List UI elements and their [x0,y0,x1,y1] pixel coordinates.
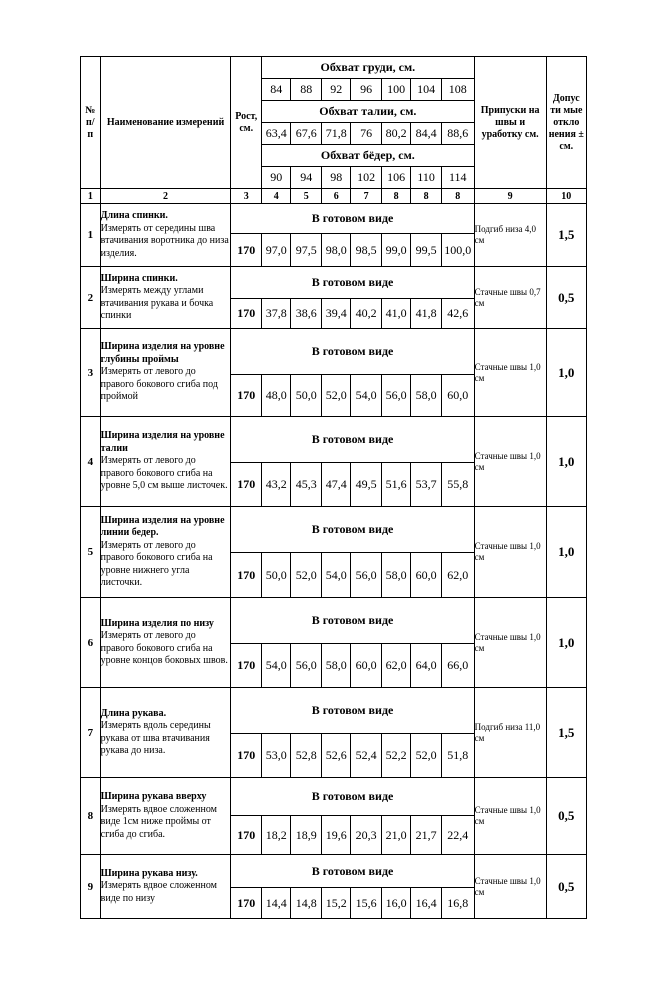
row-number: 9 [81,855,101,919]
waist-value: 88,6 [441,123,474,145]
measurement-title: Ширина спинки. [100,272,178,284]
tolerance-value: 0,5 [546,855,586,919]
measurement-value: 50,0 [262,553,291,598]
table-row [81,507,587,553]
measurement-value: 51,8 [441,734,474,778]
height-value: 170 [231,299,262,329]
waist-value: 80,2 [381,123,410,145]
measurement-description: Измерять между углами втачивания рукава и бочка спинки [100,285,214,321]
measurement-description: Измерять от левого до правого бокового сгиба на уровне концов боковых швов. [100,630,228,666]
measurement-value: 60,0 [441,375,474,417]
measurement-value: 16,4 [411,888,442,919]
tolerance-value: 1,5 [546,204,586,267]
chest-value: 100 [381,79,410,101]
measurement-value: 40,2 [351,299,382,329]
measurement-value: 98,0 [321,234,350,267]
measurement-value: 97,0 [262,234,291,267]
measurement-description: Измерять от середины шва втачивания воротника до низа изделия. [100,222,229,259]
measurement-value: 51,6 [381,463,410,507]
measurement-value: 97,5 [291,234,322,267]
column-number: 2 [100,189,231,204]
height-value: 170 [231,234,262,267]
column-number: 1 [81,189,101,204]
row-number: 8 [81,778,101,855]
allowance-note: Подгиб низа 11,0 см [474,688,546,778]
column-number: 3 [231,189,262,204]
chest-value: 96 [351,79,382,101]
measurement-value: 41,8 [411,299,442,329]
measurement-value: 52,6 [321,734,350,778]
table-row [81,855,587,888]
column-number: 8 [441,189,474,204]
measurement-value: 54,0 [321,553,350,598]
table-row [81,267,587,299]
measurement-value: 58,0 [381,553,410,598]
ready-label: В готовом виде [231,598,474,644]
measurement-title: Ширина изделия на уровне линии бедер. [100,514,225,538]
measurement-table [80,56,587,919]
measurement-value: 21,7 [411,816,442,855]
height-value: 170 [231,816,262,855]
measurement-title: Ширина рукава низу. [100,867,198,879]
header-hips: Обхват бёдер, см. [262,145,475,167]
measurement-value: 58,0 [321,644,350,688]
chest-value: 108 [441,79,474,101]
measurement-value: 16,0 [381,888,410,919]
measurement-value: 18,9 [291,816,322,855]
chest-value: 92 [321,79,350,101]
measurement-description: Измерять вдоль середины рукава от шва втачивания рукава до низа. [100,720,211,756]
column-number: 7 [351,189,382,204]
header-name: Наименование измерений [100,57,231,189]
allowance-note: Стачные швы 1,0 см [474,778,546,855]
measurement-value: 50,0 [291,375,322,417]
measurement-value: 39,4 [321,299,350,329]
hips-value: 110 [411,167,442,189]
measurement-value: 42,6 [441,299,474,329]
measurement-value: 66,0 [441,644,474,688]
measurement-value: 22,4 [441,816,474,855]
header-tolerance: Допус ти мые откло нения ± см. [546,57,586,189]
measurement-value: 53,7 [411,463,442,507]
measurement-value: 53,0 [262,734,291,778]
tolerance-value: 1,5 [546,688,586,778]
measurement-value: 41,0 [381,299,410,329]
height-value: 170 [231,375,262,417]
measurement-title: Ширина изделия по низу [100,617,214,629]
table-row [81,329,587,375]
measurement-value: 54,0 [351,375,382,417]
measurement-name [100,329,231,417]
tolerance-value: 1,0 [546,329,586,417]
measurement-title: Длина рукава. [100,707,167,719]
height-value: 170 [231,553,262,598]
measurement-value: 98,5 [351,234,382,267]
column-number: 10 [546,189,586,204]
measurement-value: 14,4 [262,888,291,919]
measurement-name [100,855,231,919]
measurement-value: 56,0 [291,644,322,688]
allowance-note: Стачные швы 1,0 см [474,598,546,688]
ready-label: В готовом виде [231,417,474,463]
hips-value: 106 [381,167,410,189]
measurement-value: 16,8 [441,888,474,919]
measurement-value: 52,2 [381,734,410,778]
column-number: 5 [291,189,322,204]
measurement-value: 55,8 [441,463,474,507]
measurement-title: Ширина изделия на уровне талии [100,430,225,454]
row-number: 2 [81,267,101,329]
row-number: 1 [81,204,101,267]
measurement-value: 62,0 [381,644,410,688]
hips-value: 94 [291,167,322,189]
waist-value: 71,8 [321,123,350,145]
measurement-value: 49,5 [351,463,382,507]
allowance-note: Стачные швы 1,0 см [474,329,546,417]
ready-label: В готовом виде [231,855,474,888]
row-number: 6 [81,598,101,688]
measurement-value: 38,6 [291,299,322,329]
measurement-value: 14,8 [291,888,322,919]
measurement-title: Длина спинки. [100,210,168,221]
header-allowance: Припуски на швы и уработку см. [474,57,546,189]
measurement-title: Ширина изделия на уровне глубины проймы [100,341,225,365]
measurement-value: 47,4 [321,463,350,507]
row-number: 3 [81,329,101,417]
waist-value: 84,4 [411,123,442,145]
row-number: 7 [81,688,101,778]
measurement-description: Измерять вдвое сложенном виде 1см ниже проймы от сгиба до сгиба. [100,803,217,840]
ready-label: В готовом виде [231,507,474,553]
chest-value: 88 [291,79,322,101]
measurement-name [100,267,231,329]
measurement-value: 60,0 [411,553,442,598]
measurement-name [100,778,231,855]
column-number: 4 [262,189,291,204]
column-number: 9 [474,189,546,204]
chest-value: 84 [262,79,291,101]
measurement-value: 52,0 [291,553,322,598]
header-chest: Обхват груди, см. [262,57,475,79]
measurement-value: 43,2 [262,463,291,507]
measurement-name [100,598,231,688]
height-value: 170 [231,463,262,507]
measurement-name [100,417,231,507]
measurement-value: 54,0 [262,644,291,688]
hips-value: 114 [441,167,474,189]
column-number: 8 [411,189,442,204]
table-row [81,688,587,734]
height-value: 170 [231,888,262,919]
measurement-value: 62,0 [441,553,474,598]
measurement-value: 18,2 [262,816,291,855]
tolerance-value: 1,0 [546,417,586,507]
measurement-name [100,507,231,598]
measurement-name [100,688,231,778]
hips-value: 98 [321,167,350,189]
measurement-description: Измерять от левого до правого бокового сгиба под проймой [100,366,218,403]
allowance-note: Подгиб низа 4,0 см [474,204,546,267]
header-num: № п/ п [81,57,101,189]
measurement-description: Измерять от левого до правого бокового сгиба на уровне нижнего угла листочки. [100,539,213,588]
measurement-value: 99,0 [381,234,410,267]
measurement-value: 15,2 [321,888,350,919]
measurement-title: Ширина рукава вверху [100,791,207,802]
tolerance-value: 0,5 [546,778,586,855]
measurement-value: 100,0 [441,234,474,267]
allowance-note: Стачные швы 1,0 см [474,417,546,507]
ready-label: В готовом виде [231,688,474,734]
allowance-note: Стачные швы 1,0 см [474,855,546,919]
hips-value: 90 [262,167,291,189]
measurement-value: 56,0 [351,553,382,598]
measurement-value: 52,8 [291,734,322,778]
measurement-name [100,204,231,267]
table-row [81,598,587,644]
tolerance-value: 1,0 [546,507,586,598]
measurement-value: 99,5 [411,234,442,267]
hips-value: 102 [351,167,382,189]
measurement-value: 15,6 [351,888,382,919]
ready-label: В готовом виде [231,267,474,299]
measurement-value: 52,0 [411,734,442,778]
ready-label: В готовом виде [231,778,474,816]
waist-value: 76 [351,123,382,145]
waist-value: 63,4 [262,123,291,145]
measurement-description: Измерять от левого до правого бокового сгиба на уровне 5,0 см выше листочек. [100,455,228,492]
allowance-note: Стачные швы 0,7 см [474,267,546,329]
header-height: Рост, см. [231,57,262,189]
column-number: 8 [381,189,410,204]
measurement-value: 56,0 [381,375,410,417]
measurement-value: 48,0 [262,375,291,417]
measurement-value: 37,8 [262,299,291,329]
measurement-value: 52,4 [351,734,382,778]
chest-value: 104 [411,79,442,101]
table-row [81,778,587,816]
table-row [81,204,587,234]
measurement-description: Измерять вдвое сложенном виде по низу [100,880,217,904]
row-number: 5 [81,507,101,598]
waist-value: 67,6 [291,123,322,145]
height-value: 170 [231,734,262,778]
measurement-value: 21,0 [381,816,410,855]
measurement-value: 20,3 [351,816,382,855]
measurement-value: 58,0 [411,375,442,417]
measurement-value: 64,0 [411,644,442,688]
header-waist: Обхват талии, см. [262,101,475,123]
measurement-value: 60,0 [351,644,382,688]
ready-label: В готовом виде [231,329,474,375]
table-row [81,417,587,463]
measurement-value: 45,3 [291,463,322,507]
tolerance-value: 1,0 [546,598,586,688]
tolerance-value: 0,5 [546,267,586,329]
ready-label: В готовом виде [231,204,474,234]
height-value: 170 [231,644,262,688]
measurement-value: 19,6 [321,816,350,855]
column-number: 6 [321,189,350,204]
measurement-value: 52,0 [321,375,350,417]
allowance-note: Стачные швы 1,0 см [474,507,546,598]
row-number: 4 [81,417,101,507]
